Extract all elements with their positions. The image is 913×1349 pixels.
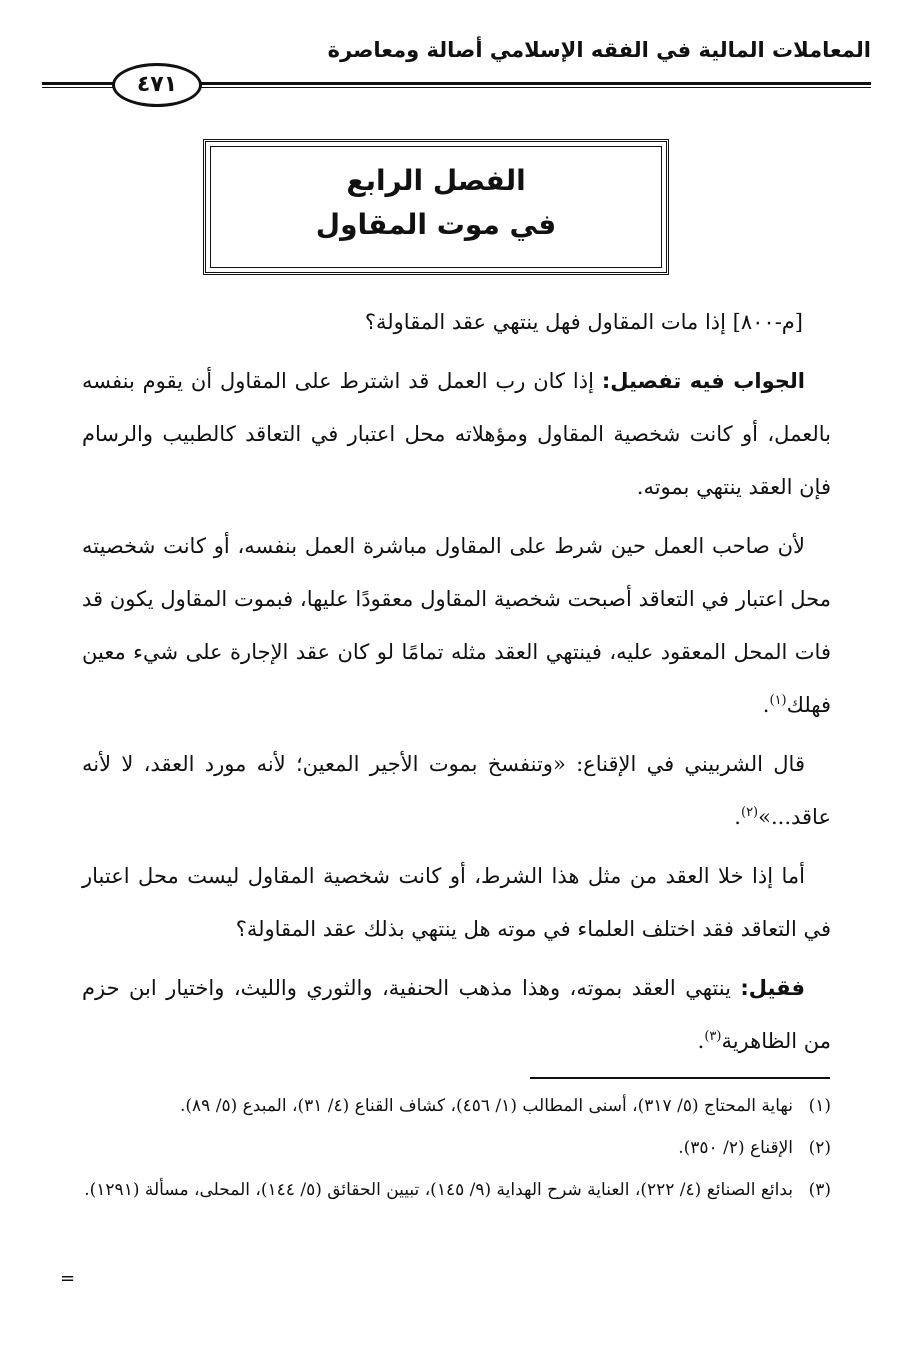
body-text	[82, 296, 831, 1074]
quote-paragraph	[82, 738, 831, 844]
footnote-2	[82, 1130, 831, 1166]
reason-text: لأن صاحب العمل حين شرط على المقاول مباشرة العمل بنفسه، أو كانت شخصيته محل اعتبار في التعاقد أصبحت شخصية المقاول معقودًا عليها، فبموت المقاول يكون قد فات المحل المعقود عليه، فينتهي العقد مثله تمامًا لو كان عقد الإجارة على شيء معين فهلك	[82, 534, 831, 717]
footnote-number: (٣)	[808, 1180, 831, 1200]
question-paragraph	[82, 296, 831, 349]
condition-text: أما إذا خلا العقد من مثل هذا الشرط، أو كانت شخصية المقاول ليست محل اعتبار في التعاقد فقد اختلف العلماء في موته هل ينتهي بذلك عقد المقاولة؟	[82, 864, 831, 941]
footnote-number: (١)	[808, 1096, 831, 1116]
answer-lead: الجواب فيه تفصيل:	[601, 369, 805, 393]
opinion-text: ينتهي العقد بموته، وهذا مذهب الحنفية، والثوري والليث، واختيار ابن حزم من الظاهرية	[82, 976, 831, 1053]
quote-text: قال الشربيني في الإقناع: «وتنفسخ بموت الأجير المعين؛ لأنه مورد العقد، لا لأنه عاقد...»	[82, 752, 831, 829]
chapter-title-frame	[210, 146, 662, 268]
footnote-ref-3[interactable]: (٣)	[704, 1029, 722, 1044]
footnote-1	[82, 1088, 831, 1124]
chapter-subheading: في موت المقاول	[315, 208, 557, 241]
chapter-title-box	[203, 139, 669, 275]
opinion-paragraph	[82, 962, 831, 1068]
footnote-ref-1[interactable]: (١)	[769, 693, 787, 708]
footnote-text: الإقناع (٢/ ٣٥٠).	[678, 1138, 793, 1158]
answer-text: إذا كان رب العمل قد اشترط على المقاول أن يقوم بنفسه بالعمل، أو كانت شخصية المقاول ومؤهلاته محل اعتبار في التعاقد كالطبيب والرسام فإن العقد ينتهي بموته.	[82, 369, 831, 499]
page-number: ٤٧١	[112, 63, 202, 107]
running-header: المعاملات المالية في الفقه الإسلامي أصالة ومعاصرة	[327, 38, 871, 62]
chapter-heading: الفصل الرابع	[346, 164, 526, 197]
reason-paragraph	[82, 520, 831, 732]
opinion-end: .	[697, 1029, 705, 1053]
question-text: [م-٨٠٠] إذا مات المقاول فهل ينتهي عقد المقاولة؟	[364, 310, 803, 334]
footnote-number: (٢)	[808, 1138, 831, 1158]
page-mark: =	[60, 1268, 76, 1289]
quote-end: .	[734, 805, 741, 829]
reason-end: .	[762, 693, 770, 717]
footnote-text: نهاية المحتاج (٥/ ٣١٧)، أسنى المطالب (١/ ٤٥٦)، كشاف القناع (٤/ ٣١)، المبدع (٥/ ٨٩).	[180, 1096, 793, 1116]
condition-paragraph	[82, 850, 831, 956]
footnote-ref-2[interactable]: (٢)	[740, 805, 759, 820]
footnotes	[82, 1088, 831, 1214]
footnote-text: بدائع الصنائع (٤/ ٢٢٢)، العناية شرح الهداية (٩/ ١٤٥)، تبيين الحقائق (٥/ ١٤٤)، المحلى، مسألة (١٢٩١).	[84, 1180, 793, 1200]
footnote-3	[82, 1172, 831, 1208]
footnotes-rule	[530, 1077, 830, 1079]
opinion-lead: فقيل:	[740, 976, 805, 1000]
answer-paragraph	[82, 355, 831, 514]
